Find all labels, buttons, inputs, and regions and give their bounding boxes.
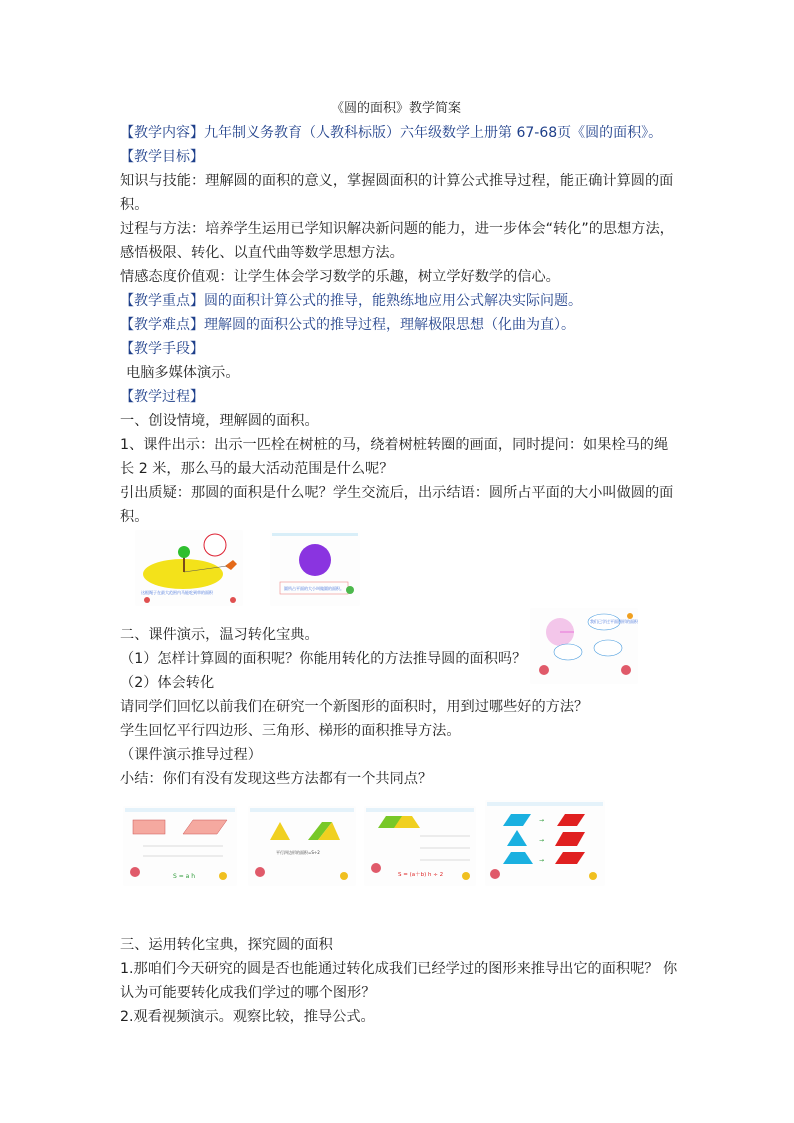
goal-knowledge-line2: 积。: [120, 197, 149, 213]
circle-slide-image: [270, 530, 360, 606]
section3-para1-line2: 认为可能要转化成我们学过的哪个图形？: [120, 985, 376, 1001]
section2-para3: （课件演示推导过程）: [120, 747, 262, 763]
section2-para1: 请同学们回忆以前我们在研究一个新图形的面积时，用到过哪些好的方法？: [120, 699, 589, 715]
difficulty-text: 理解圆的面积公式的推导过程，理解极限思想（化曲为直）。: [204, 317, 575, 333]
section1-para1-line1: 1、课件出示：出示一匹栓在树桩的马，绕着树桩转圈的画面，同时提问：如果栓马的绳: [120, 437, 669, 453]
goal-attitude-line: 情感态度价值观：让学生体会学习数学的乐趣，树立学好数学的信心。: [120, 269, 560, 285]
section1-para2-line1: 引出质疑：那圆的面积是什么呢？学生交流后，出示结语：圆所占平面的大小叫做圆的面: [120, 485, 674, 501]
document-title: 《圆的面积》教学简案: [331, 101, 462, 116]
key-point-text: 圆的面积计算公式的推导，能熟练地应用公式解决实际问题。: [204, 293, 582, 309]
section2-question2: （2）体会转化: [120, 675, 215, 691]
difficulty-line: [120, 318, 575, 332]
triangle-slide-image: [248, 806, 356, 886]
goal-knowledge-line1: 知识与技能：理解圆的面积的意义，掌握圆面积的计算公式推导过程，能正确计算圆的面: [120, 173, 674, 189]
arrow-icon-3: →: [539, 857, 545, 864]
horse-slide-caption: 这根绳子在最大范围内马能吃到草的面积: [141, 590, 213, 595]
process-label: 【教学过程】: [120, 389, 204, 405]
goal-process-line2: 感悟极限、转化、以直代曲等数学思想方法。: [120, 245, 404, 261]
key-point-label: 【教学重点】: [120, 293, 204, 309]
means-label: 【教学手段】: [120, 341, 204, 357]
section1-para1-line2: 长 2 米，那么马的最大活动范围是什么呢？: [120, 461, 394, 477]
parallelogram-formula: S = a h: [173, 873, 196, 880]
section2-question1: （1）怎样计算圆的面积呢？你能用转化的方法推导圆的面积吗？: [120, 651, 527, 667]
goal-process-line1: 过程与方法：培养学生运用已学知识解决新问题的能力，进一步体会“转化”的思想方法，: [120, 221, 674, 237]
circle-slide-caption: 圆所占平面的大小叫做圆的面积。: [284, 586, 344, 591]
shapes-summary-slide-image: [485, 800, 605, 886]
means-text: 电脑多媒体演示。: [126, 365, 240, 381]
section2-title: 二、课件演示，温习转化宝典。: [120, 627, 319, 643]
section1-title: 一、创设情境，理解圆的面积。: [120, 413, 319, 429]
content-line: [120, 126, 662, 140]
key-point-line: [120, 294, 582, 308]
arrow-icon-1: →: [539, 817, 545, 824]
difficulty-label: 【教学难点】: [120, 317, 204, 333]
section3-title: 三、运用转化宝典，探究圆的面积: [120, 937, 333, 953]
content-text: 九年制义务教育（人教科标版）六年级数学上册第 67-68页《圆的面积》。: [204, 125, 663, 141]
goal-label: 【教学目标】: [120, 149, 204, 165]
arrow-icon-2: →: [539, 837, 545, 844]
parallelogram-slide-image: [123, 806, 237, 886]
triangle-formula: 平行四边形的面积=S÷2: [276, 850, 320, 855]
review-slide-image: [530, 608, 638, 684]
section1-para2-line2: 积。: [120, 509, 149, 525]
content-label: 【教学内容】: [120, 125, 204, 141]
section2-para2: 学生回忆平行四边形、三角形、梯形的面积推导方法。: [120, 723, 461, 739]
horse-slide-image: [135, 530, 243, 606]
section3-para1-line1: 1.那咱们今天研究的圆是否也能通过转化成我们已经学过的图形来推导出它的面积呢？ 你: [120, 961, 678, 977]
trapezoid-slide-image: [364, 806, 476, 886]
section2-para4: 小结：你们有没有发现这些方法都有一个共同点？: [120, 771, 433, 787]
section3-para2: 2.观看视频演示。观察比较，推导公式。: [120, 1009, 375, 1025]
trapezoid-formula: S = (a＋b) h ÷ 2: [398, 872, 444, 878]
review-slide-caption: 我们已学过平面图形的面积: [590, 619, 638, 624]
